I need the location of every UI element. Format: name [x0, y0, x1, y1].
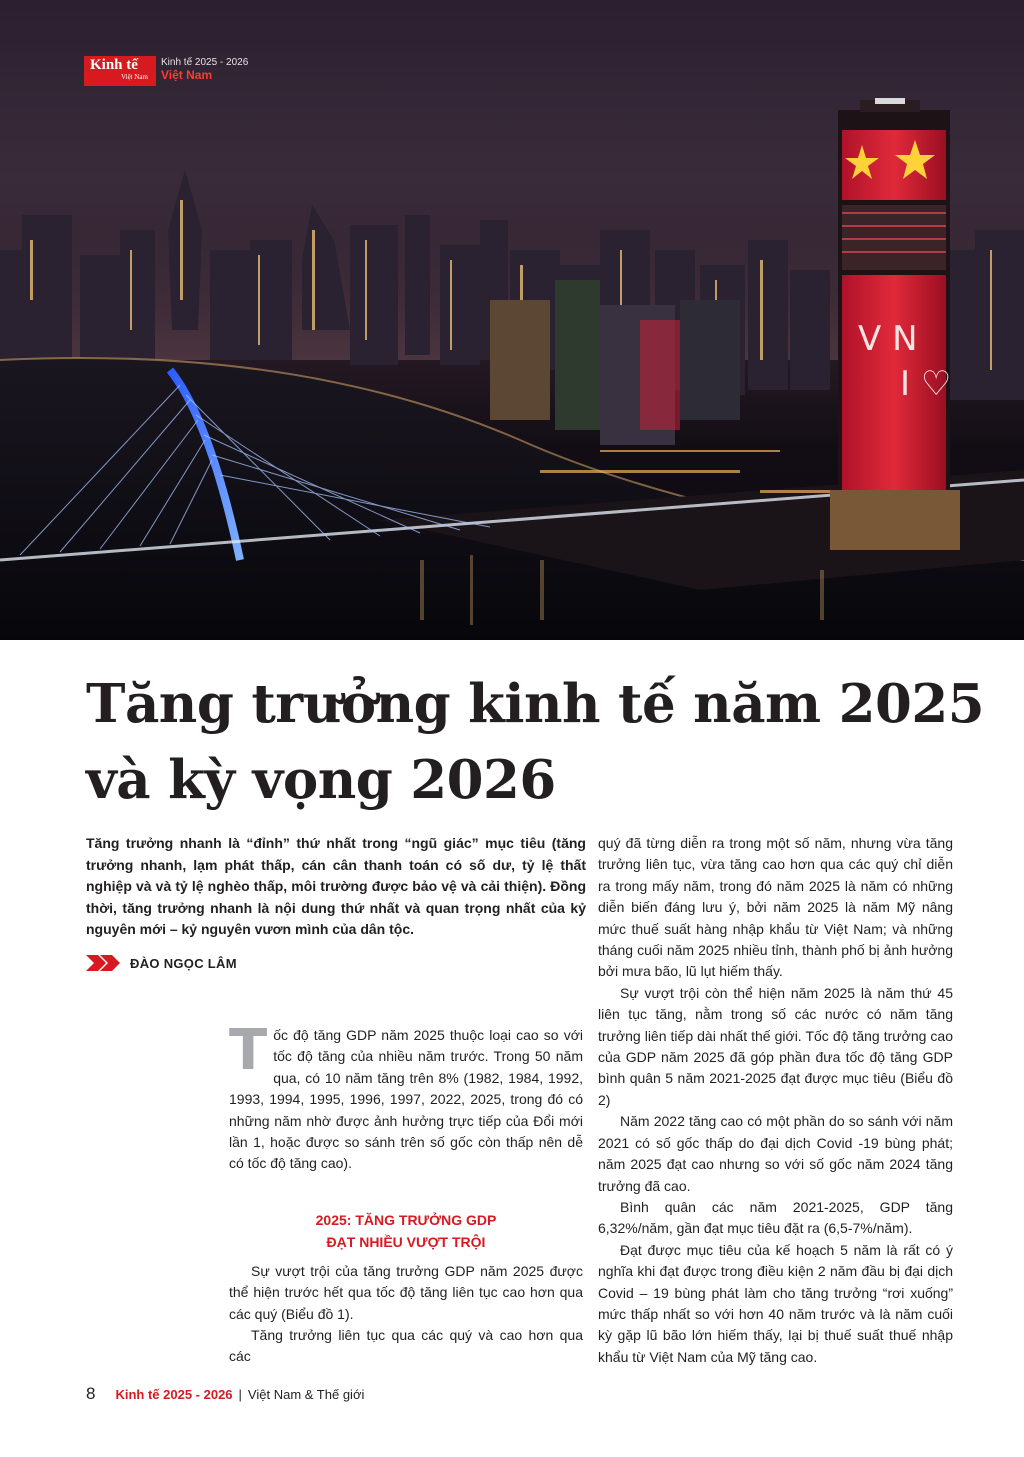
logo-line1: Kinh tế — [90, 57, 138, 73]
masthead — [84, 56, 248, 86]
subheading-line2: ĐẠT NHIỀU VƯỢT TRỘI — [326, 1233, 486, 1250]
body-column-left — [229, 1018, 583, 1368]
paragraph: Tăng trưởng liên tục qua các quý và cao hơn qua các — [229, 1327, 583, 1365]
tower-text-left: V N — [858, 319, 918, 359]
page-number: 8 — [86, 1384, 96, 1403]
paragraph-text: ốc độ tăng GDP năm 2025 thuộc loại cao so với tốc độ tăng của nhiều năm trước. Trong 50 năm qua, có 10 năm tăng trên 8% (1982, 1984, 1992, 1993, 1994, 1995, 1996, 1997, 2022, 2025, trong đó có những năm nhờ được ảnh hưởng trực tiếp của Đổi mới lần 1, hoặc được so sánh trên số gốc còn thấp nên dễ có tốc độ tăng cao). — [229, 1027, 583, 1172]
edition-year: Kinh tế 2025 - 2026 — [161, 57, 249, 68]
paragraph: Đạt được mục tiêu của kế hoạch 5 năm là rất có ý nghĩa khi đạt được trong điều kiện 2 năm đầu bị đại dịch Covid – 19 bùng phát làm cho tăng trưởng “rơi xuống” mức thấp nhất so với hơn 40 năm trước và là năm cuối kỳ gặp lũ bão lớn hiếm thấy, lại bị thuế suất thuế nhập khẩu từ Việt Nam của Mỹ tăng cao. — [598, 1241, 953, 1365]
hero-photo — [0, 0, 1024, 640]
body-column-right — [598, 833, 953, 1368]
footer-brand: Kinh tế 2025 - 2026 — [115, 1387, 233, 1402]
article-lead: Tăng trưởng nhanh là “đỉnh” thứ nhất trong “ngũ giác” mục tiêu (tăng trưởng nhanh, lạm phát thấp, cán cân thanh toán có số dư, tỷ lệ thất nghiệp và và tỷ lệ nghèo thấp, môi trường được bảo vệ và cải thiện). Đồng thời, tăng trưởng nhanh là nội dung thứ nhất và quan trọng nhất của kỷ nguyên mới – kỷ nguyên vươn mình của dân tộc. — [86, 835, 586, 938]
paragraph — [229, 1018, 583, 1175]
subheading-line1: 2025: TĂNG TRƯỞNG GDP — [315, 1211, 497, 1228]
paragraph: Năm 2022 tăng cao có một phần do so sánh với năm 2021 có số gốc thấp do đại dịch Covid -19 bùng phát; năm 2025 đạt cao nhưng so với số gốc năm 2024 tăng trưởng đã cao. — [598, 1113, 953, 1194]
paragraph: Sự vượt trội của tăng trưởng GDP năm 2025 được thể hiện trước hết qua tốc độ tăng liên tục cao hơn qua các quý (Biểu đồ 1). — [229, 1262, 583, 1322]
landmark-tower — [830, 98, 960, 550]
title-line1: Tăng trưởng kinh tế năm 2025 — [86, 673, 985, 735]
paragraph: Sự vượt trội còn thể hiện năm 2025 là năm thứ 45 liên tục tăng, nằm trong số các nước có năm tăng trưởng liên tiếp dài nhất thế giới. Tốc độ tăng trưởng cao của GDP năm 2025 đã góp phần đưa tốc độ tăng GDP bình quân 5 năm 2021-2025 đạt được mục tiêu (Biểu đồ 2) — [598, 984, 953, 1108]
footer-section: Việt Nam & Thế giới — [247, 1387, 365, 1402]
paragraph: quý đã từng diễn ra trong một số năm, nhưng vừa tăng trưởng liên tục, vừa tăng cao hơn qua các quý chỉ diễn ra trong mấy năm, trong đó năm 2025 là năm có những diễn biến đáng lưu ý, bởi năm 2025 là năm Mỹ nâng mức thuế suất hàng nhập khẩu từ Việt Nam; và những tháng cuối năm 2025 nhiều tỉnh, thành phố bị ảnh hưởng bởi mưa bão, lũ lụt hiếm thấy. — [598, 835, 953, 980]
edition-name: Việt Nam — [161, 68, 213, 82]
author-name: ĐÀO NGỌC LÂM — [130, 955, 237, 971]
magazine-logo — [84, 56, 156, 86]
paragraph: Bình quân các năm 2021-2025, GDP tăng 6,32%/năm, gần đạt mục tiêu đặt ra (6,5-7%/năm). — [598, 1198, 953, 1237]
article-title — [86, 666, 985, 818]
byline — [86, 955, 237, 971]
city-night-illustration — [0, 0, 1024, 640]
footer-separator: | — [238, 1387, 242, 1402]
page-footer — [86, 1384, 364, 1404]
section-subheading — [229, 1209, 583, 1253]
double-arrow-icon — [86, 955, 122, 971]
masthead-edition — [161, 56, 248, 82]
drop-cap: T — [229, 1018, 268, 1083]
logo-line2: Việt Nam — [121, 73, 148, 81]
tower-text-right: I ♡ — [900, 364, 952, 404]
title-line2: và kỳ vọng 2026 — [86, 749, 556, 811]
